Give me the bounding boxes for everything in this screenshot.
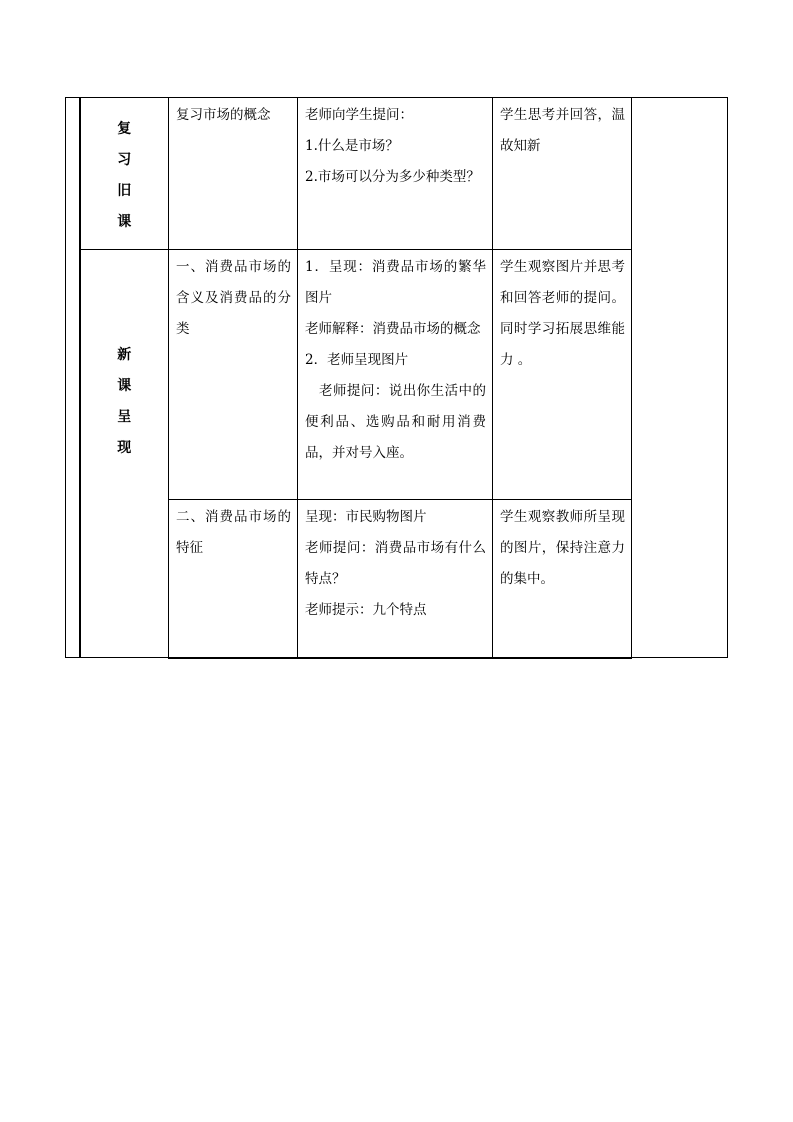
student-activity-cell: 学生观察教师所呈现的图片，保持注意力的集中。 (493, 500, 632, 658)
teacher-activity-cell: 1．呈现：消费品市场的繁华图片 老师解释：消费品市场的概念 2．老师呈现图片 老师提问：说出你生活中的便利品、选购品和耐用消费品，并对号入座。 (298, 250, 493, 500)
phase-cell-review (80, 98, 169, 250)
lesson-plan-table (65, 97, 728, 659)
content-cell: 复习市场的概念 (169, 98, 298, 250)
teacher-activity-cell: 呈现：市民购物图片 老师提问：消费品市场有什么特点？ 老师提示：九个特点 (298, 500, 493, 658)
table-row (66, 250, 728, 500)
phase-cell-new-lesson (80, 250, 169, 658)
teacher-activity-cell: 老师向学生提问： 1.什么是市场？ 2.市场可以分为多少种类型？ (298, 98, 493, 250)
student-activity-cell: 学生观察图片并思考和回答老师的提问。同时学习拓展思维能力 。 (493, 250, 632, 500)
notes-column (632, 98, 728, 658)
table-row (66, 98, 728, 250)
student-activity-cell: 学生思考并回答，温故知新 (493, 98, 632, 250)
content-cell: 一、消费品市场的含义及消费品的分类 (169, 250, 298, 500)
phase-label-review: 复 习 旧 课 (117, 120, 132, 230)
phase-label-new-lesson: 新 课 呈 现 (117, 347, 132, 456)
content-cell: 二、消费品市场的特征 (169, 500, 298, 658)
left-margin-column (66, 98, 80, 658)
